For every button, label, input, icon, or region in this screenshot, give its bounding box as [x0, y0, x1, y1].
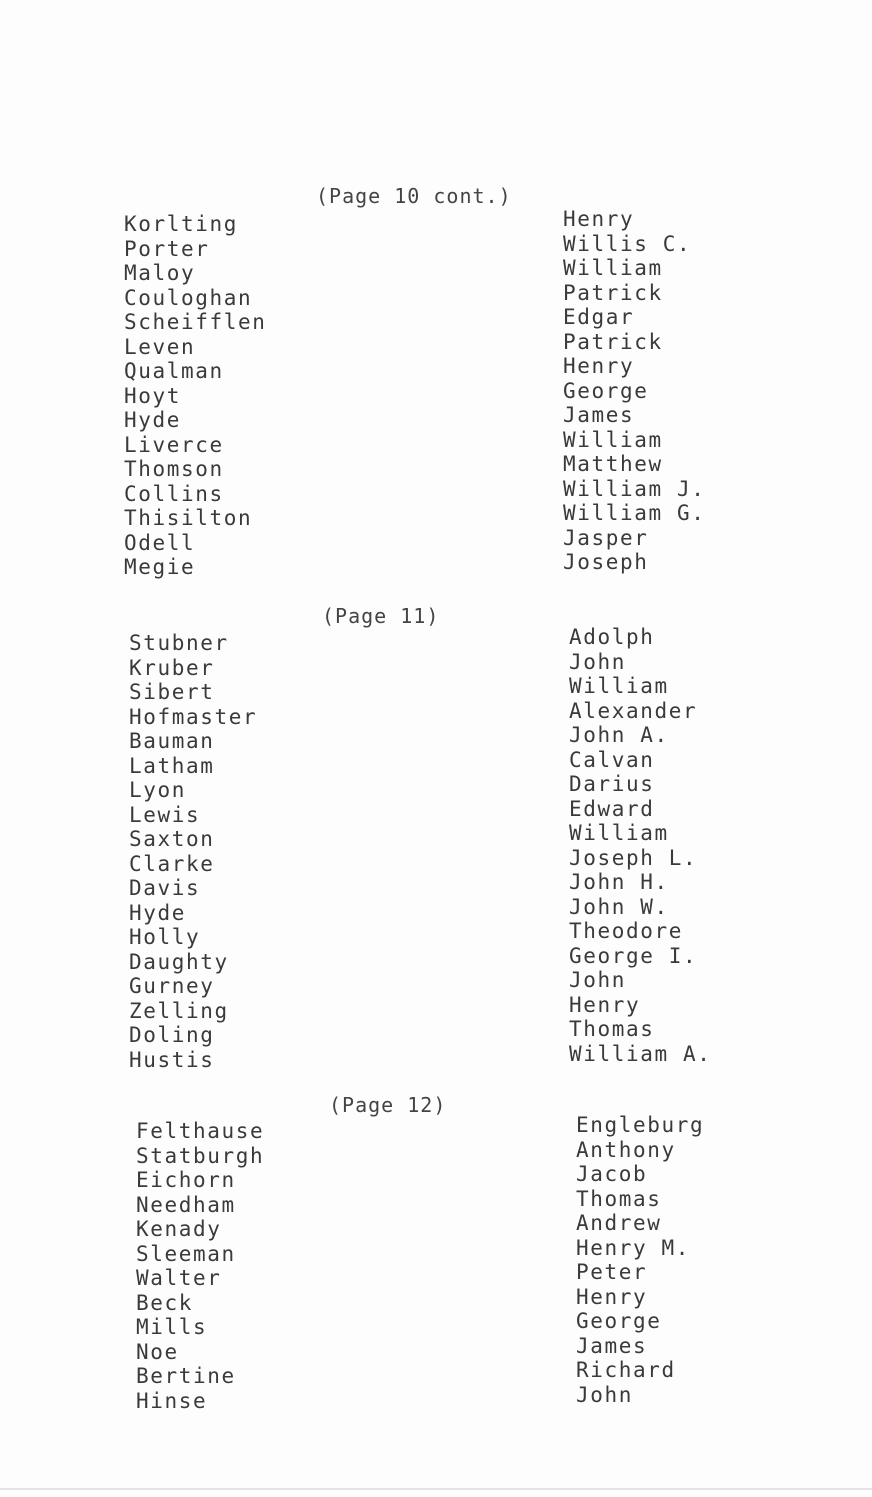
- given-name-entry: John A.: [569, 723, 669, 747]
- given-name-entry: William: [569, 821, 669, 845]
- surname-entry: Beck: [136, 1290, 193, 1315]
- given-name-entry: Henry: [563, 207, 635, 231]
- surname-entry: Hyde: [129, 900, 186, 925]
- section-heading: (Page 11): [322, 604, 440, 628]
- surname-entry: Mills: [136, 1315, 208, 1339]
- given-name-entry: Darius: [569, 772, 655, 796]
- given-name-entry: Richard: [576, 1358, 676, 1382]
- surname-entry: Noe: [136, 1339, 179, 1364]
- surname-entry: Latham: [129, 753, 215, 778]
- surname-entry: Clarke: [129, 851, 215, 876]
- surname-entry: Sleeman: [136, 1241, 236, 1266]
- given-name-entry: John: [569, 968, 626, 992]
- surname-entry: Stubner: [129, 631, 229, 655]
- given-name-entry: Anthony: [576, 1137, 676, 1162]
- given-name-entry: Henry: [563, 354, 635, 378]
- given-name-entry: John: [569, 649, 626, 674]
- surname-entry: Odell: [124, 530, 196, 555]
- given-name-entry: John H.: [569, 870, 669, 894]
- given-name-column: [563, 207, 763, 575]
- given-name-entry: Henry M.: [576, 1235, 690, 1260]
- surname-column: [124, 212, 384, 580]
- surname-entry: Bertine: [136, 1364, 236, 1388]
- surname-entry: Scheifflen: [124, 310, 267, 334]
- given-name-entry: William: [563, 427, 663, 452]
- surname-entry: Sibert: [129, 680, 215, 704]
- given-name-entry: Edgar: [563, 305, 635, 329]
- given-name-entry: Willis C.: [563, 231, 692, 256]
- given-name-entry: Patrick: [563, 329, 663, 354]
- surname-entry: Daughty: [129, 949, 229, 974]
- surname-entry: Felthause: [136, 1119, 265, 1143]
- surname-entry: Liverce: [124, 432, 224, 457]
- surname-entry: Hofmaster: [129, 704, 258, 729]
- surname-entry: Hinse: [136, 1388, 208, 1413]
- given-name-entry: Andrew: [576, 1211, 662, 1235]
- section-heading: (Page 10 cont.): [316, 184, 512, 208]
- given-name-entry: Engleburg: [576, 1113, 705, 1137]
- surname-entry: Kenady: [136, 1217, 222, 1241]
- surname-entry: Doling: [129, 1023, 215, 1047]
- given-name-entry: William J.: [563, 476, 706, 501]
- given-name-entry: William: [569, 674, 669, 698]
- surname-entry: Walter: [136, 1266, 222, 1290]
- surname-entry: Porter: [124, 236, 210, 261]
- given-name-entry: Henry: [576, 1284, 648, 1309]
- given-name-entry: Joseph: [563, 550, 649, 574]
- surname-entry: Collins: [124, 481, 224, 506]
- page-bottom-edge: [0, 1488, 872, 1490]
- surname-entry: Leven: [124, 334, 196, 359]
- given-name-entry: William A.: [569, 1041, 712, 1066]
- given-name-entry: James: [576, 1333, 648, 1358]
- given-name-entry: Thomas: [569, 1017, 655, 1041]
- surname-entry: Statburgh: [136, 1143, 265, 1168]
- given-name-column: [576, 1113, 776, 1407]
- surname-entry: Zelling: [129, 998, 229, 1023]
- surname-entry: Hoyt: [124, 383, 181, 408]
- given-name-entry: John: [576, 1382, 633, 1407]
- given-name-entry: John W.: [569, 894, 669, 919]
- surname-entry: Thisilton: [124, 506, 253, 530]
- section-heading: (Page 12): [329, 1093, 447, 1117]
- surname-column: [136, 1119, 396, 1413]
- surname-entry: Gurney: [129, 974, 215, 998]
- given-name-entry: Edward: [569, 796, 655, 821]
- surname-entry: Needham: [136, 1192, 236, 1217]
- surname-entry: Megie: [124, 555, 196, 579]
- given-name-entry: Alexander: [569, 698, 698, 723]
- given-name-entry: George I.: [569, 943, 698, 968]
- surname-entry: Holly: [129, 925, 201, 949]
- surname-entry: Saxton: [129, 827, 215, 851]
- given-name-entry: William G.: [563, 501, 706, 525]
- surname-entry: Korlting: [124, 212, 238, 236]
- given-name-entry: Theodore: [569, 919, 683, 943]
- surname-entry: Lewis: [129, 802, 201, 827]
- surname-entry: Qualman: [124, 359, 224, 383]
- given-name-entry: William: [563, 256, 663, 280]
- surname-entry: Hustis: [129, 1047, 215, 1072]
- given-name-entry: James: [563, 403, 635, 427]
- surname-entry: Davis: [129, 876, 201, 900]
- surname-entry: Maloy: [124, 261, 196, 285]
- given-name-entry: Matthew: [563, 452, 663, 476]
- given-name-entry: Patrick: [563, 280, 663, 305]
- surname-entry: Eichorn: [136, 1168, 236, 1192]
- surname-entry: Lyon: [129, 778, 186, 802]
- surname-entry: Kruber: [129, 655, 215, 680]
- given-name-entry: Calvan: [569, 747, 655, 772]
- surname-entry: Thomson: [124, 457, 224, 481]
- given-name-entry: Peter: [576, 1260, 648, 1284]
- given-name-column: [569, 625, 769, 1066]
- given-name-entry: Thomas: [576, 1186, 662, 1211]
- given-name-entry: George: [576, 1309, 662, 1333]
- surname-entry: Hyde: [124, 408, 181, 432]
- surname-entry: Couloghan: [124, 285, 253, 310]
- given-name-entry: Henry: [569, 992, 641, 1017]
- surname-entry: Bauman: [129, 729, 215, 753]
- given-name-entry: Jacob: [576, 1162, 648, 1186]
- given-name-entry: Jasper: [563, 525, 649, 550]
- given-name-entry: Adolph: [569, 625, 655, 649]
- given-name-entry: George: [563, 378, 649, 403]
- surname-column: [129, 631, 389, 1072]
- given-name-entry: Joseph L.: [569, 845, 698, 870]
